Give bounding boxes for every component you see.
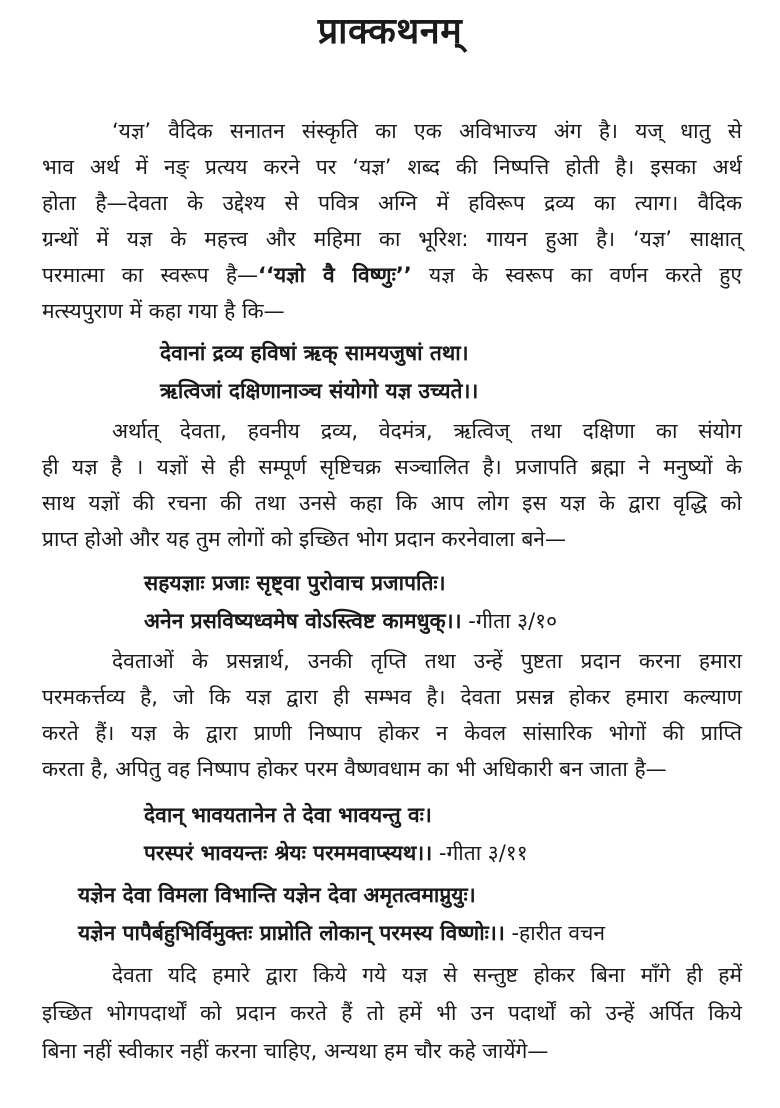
paragraph-1-line-1: ‘यज्ञ’ वैदिक सनातन संस्कृति का एक अविभाज्य अंग है। यज् धातु से: [112, 119, 742, 143]
verse-4-line-1: यज्ञेन देवा विमला विभान्ति यज्ञेन देवा अमृतत्वमाप्नुयुः।: [78, 883, 476, 907]
line-5-pre: परमात्मा का स्वरूप है—: [42, 263, 259, 287]
verse-4-reference: -हारीत वचन: [504, 921, 605, 945]
paragraph-3-line-3: करते हैं। यज्ञ के द्वारा प्राणी निष्पाप होकर न केवल सांसारिक भोगों की प्राप्ति: [42, 721, 742, 745]
paragraph-2-line-2: ही यज्ञ है । यज्ञों से ही सम्पूर्ण सृष्टिचक्र सञ्चालित है। प्रजापति ब्रह्मा ने मनुष्यों के: [42, 455, 742, 479]
verse-2-reference: -गीता ३/१०: [461, 609, 558, 633]
paragraph-3-line-2: परमकर्त्तव्य है, जो कि यज्ञ द्वारा ही सम्भव है। देवता प्रसन्न होकर हमारा कल्याण: [42, 685, 742, 709]
verse-4-line-2-text: यज्ञेन पापैर्बहुभिर्विमुक्तः प्राप्नोति लोकान् परमस्य विष्णोः।।: [78, 921, 505, 945]
paragraph-3-line-1: देवताओं के प्रसन्नार्थ, उनकी तृप्ति तथा उन्हें पुष्टता प्रदान करना हमारा: [112, 649, 742, 673]
paragraph-4-line-2: इच्छित भोगपदार्थों को प्रदान करते हैं तो हमें भी उन पदार्थों को उन्हें अर्पित किये: [42, 1001, 742, 1025]
page-title: प्राक्कथनम्: [317, 11, 463, 52]
paragraph-4-line-3: बिना नहीं स्वीकार नहीं करना चाहिए, अन्यथा हम चौर कहे जायेंगे—: [42, 1039, 549, 1063]
paragraph-2-line-4: प्राप्त होओ और यह तुम लोगों को इच्छित भोग प्रदान करनेवाला बने—: [42, 527, 566, 551]
verse-2-line-2-text: अनेन प्रसविष्यध्वमेष वोऽस्त्विष्ट कामधुक्।।: [144, 609, 462, 633]
line-5-post: यज्ञ के स्वरूप का वर्णन करते हुए: [411, 263, 742, 287]
paragraph-2-line-1: अर्थात् देवता, हवनीय द्रव्य, वेदमंत्र, ऋत्विज् तथा दक्षिणा का संयोग: [112, 419, 742, 443]
quote-yajno-vai-vishnu: ‘‘यज्ञो वै विष्णुः’’: [258, 263, 412, 287]
paragraph-1-line-6: मत्स्यपुराण में कहा गया है कि—: [42, 299, 285, 323]
verse-3-line-2: [144, 834, 528, 872]
paragraph-1-line-2: भाव अर्थ में नङ् प्रत्यय करने पर ‘यज्ञ’ शब्द की निष्पत्ति होती है। इसका अर्थ: [42, 155, 742, 179]
verse-3-line-2-text: परस्परं भावयन्तः श्रेयः परममवाप्स्यथ।।: [144, 841, 433, 865]
paragraph-2-line-3: साथ यज्ञों की रचना की तथा उनसे कहा कि आप लोग इस यज्ञ के द्वारा वृद्धि को: [42, 491, 742, 515]
verse-4-line-2: [78, 914, 605, 952]
verse-2-line-2: [144, 602, 557, 640]
paragraph-1-line-3: होता है—देवता के उद्देश्य से पवित्र अग्नि में हविरूप द्रव्य का त्याग। वैदिक: [42, 191, 742, 215]
paragraph-4-line-1: देवता यदि हमारे द्वारा किये गये यज्ञ से सन्तुष्ट होकर बिना माँगे ही हमें: [112, 963, 742, 987]
verse-1-line-2: ऋत्विजां दक्षिणानाञ्च संयोगो यज्ञ उच्यते।।: [160, 379, 479, 403]
paragraph-1-line-5: [42, 256, 742, 294]
verse-1-line-1: देवानां द्रव्य हविषां ऋक् सामयजुषां तथा।: [160, 341, 469, 365]
paragraph-1-line-4: ग्रन्थों में यज्ञ के महत्त्व और महिमा का भूरिश: गायन हुआ है। ‘यज्ञ’ साक्षात्: [42, 227, 742, 251]
verse-3-line-1: देवान् भावयतानेन ते देवा भावयन्तु वः।: [144, 803, 432, 827]
verse-2-line-1: सहयज्ञाः प्रजाः सृष्ट्वा पुरोवाच प्रजापतिः।: [144, 571, 446, 595]
verse-3-reference: -गीता ३/११: [432, 841, 528, 865]
paragraph-3-line-4: करता है, अपितु वह निष्पाप होकर परम वैष्णवधाम का भी अधिकारी बन जाता है—: [42, 757, 667, 781]
